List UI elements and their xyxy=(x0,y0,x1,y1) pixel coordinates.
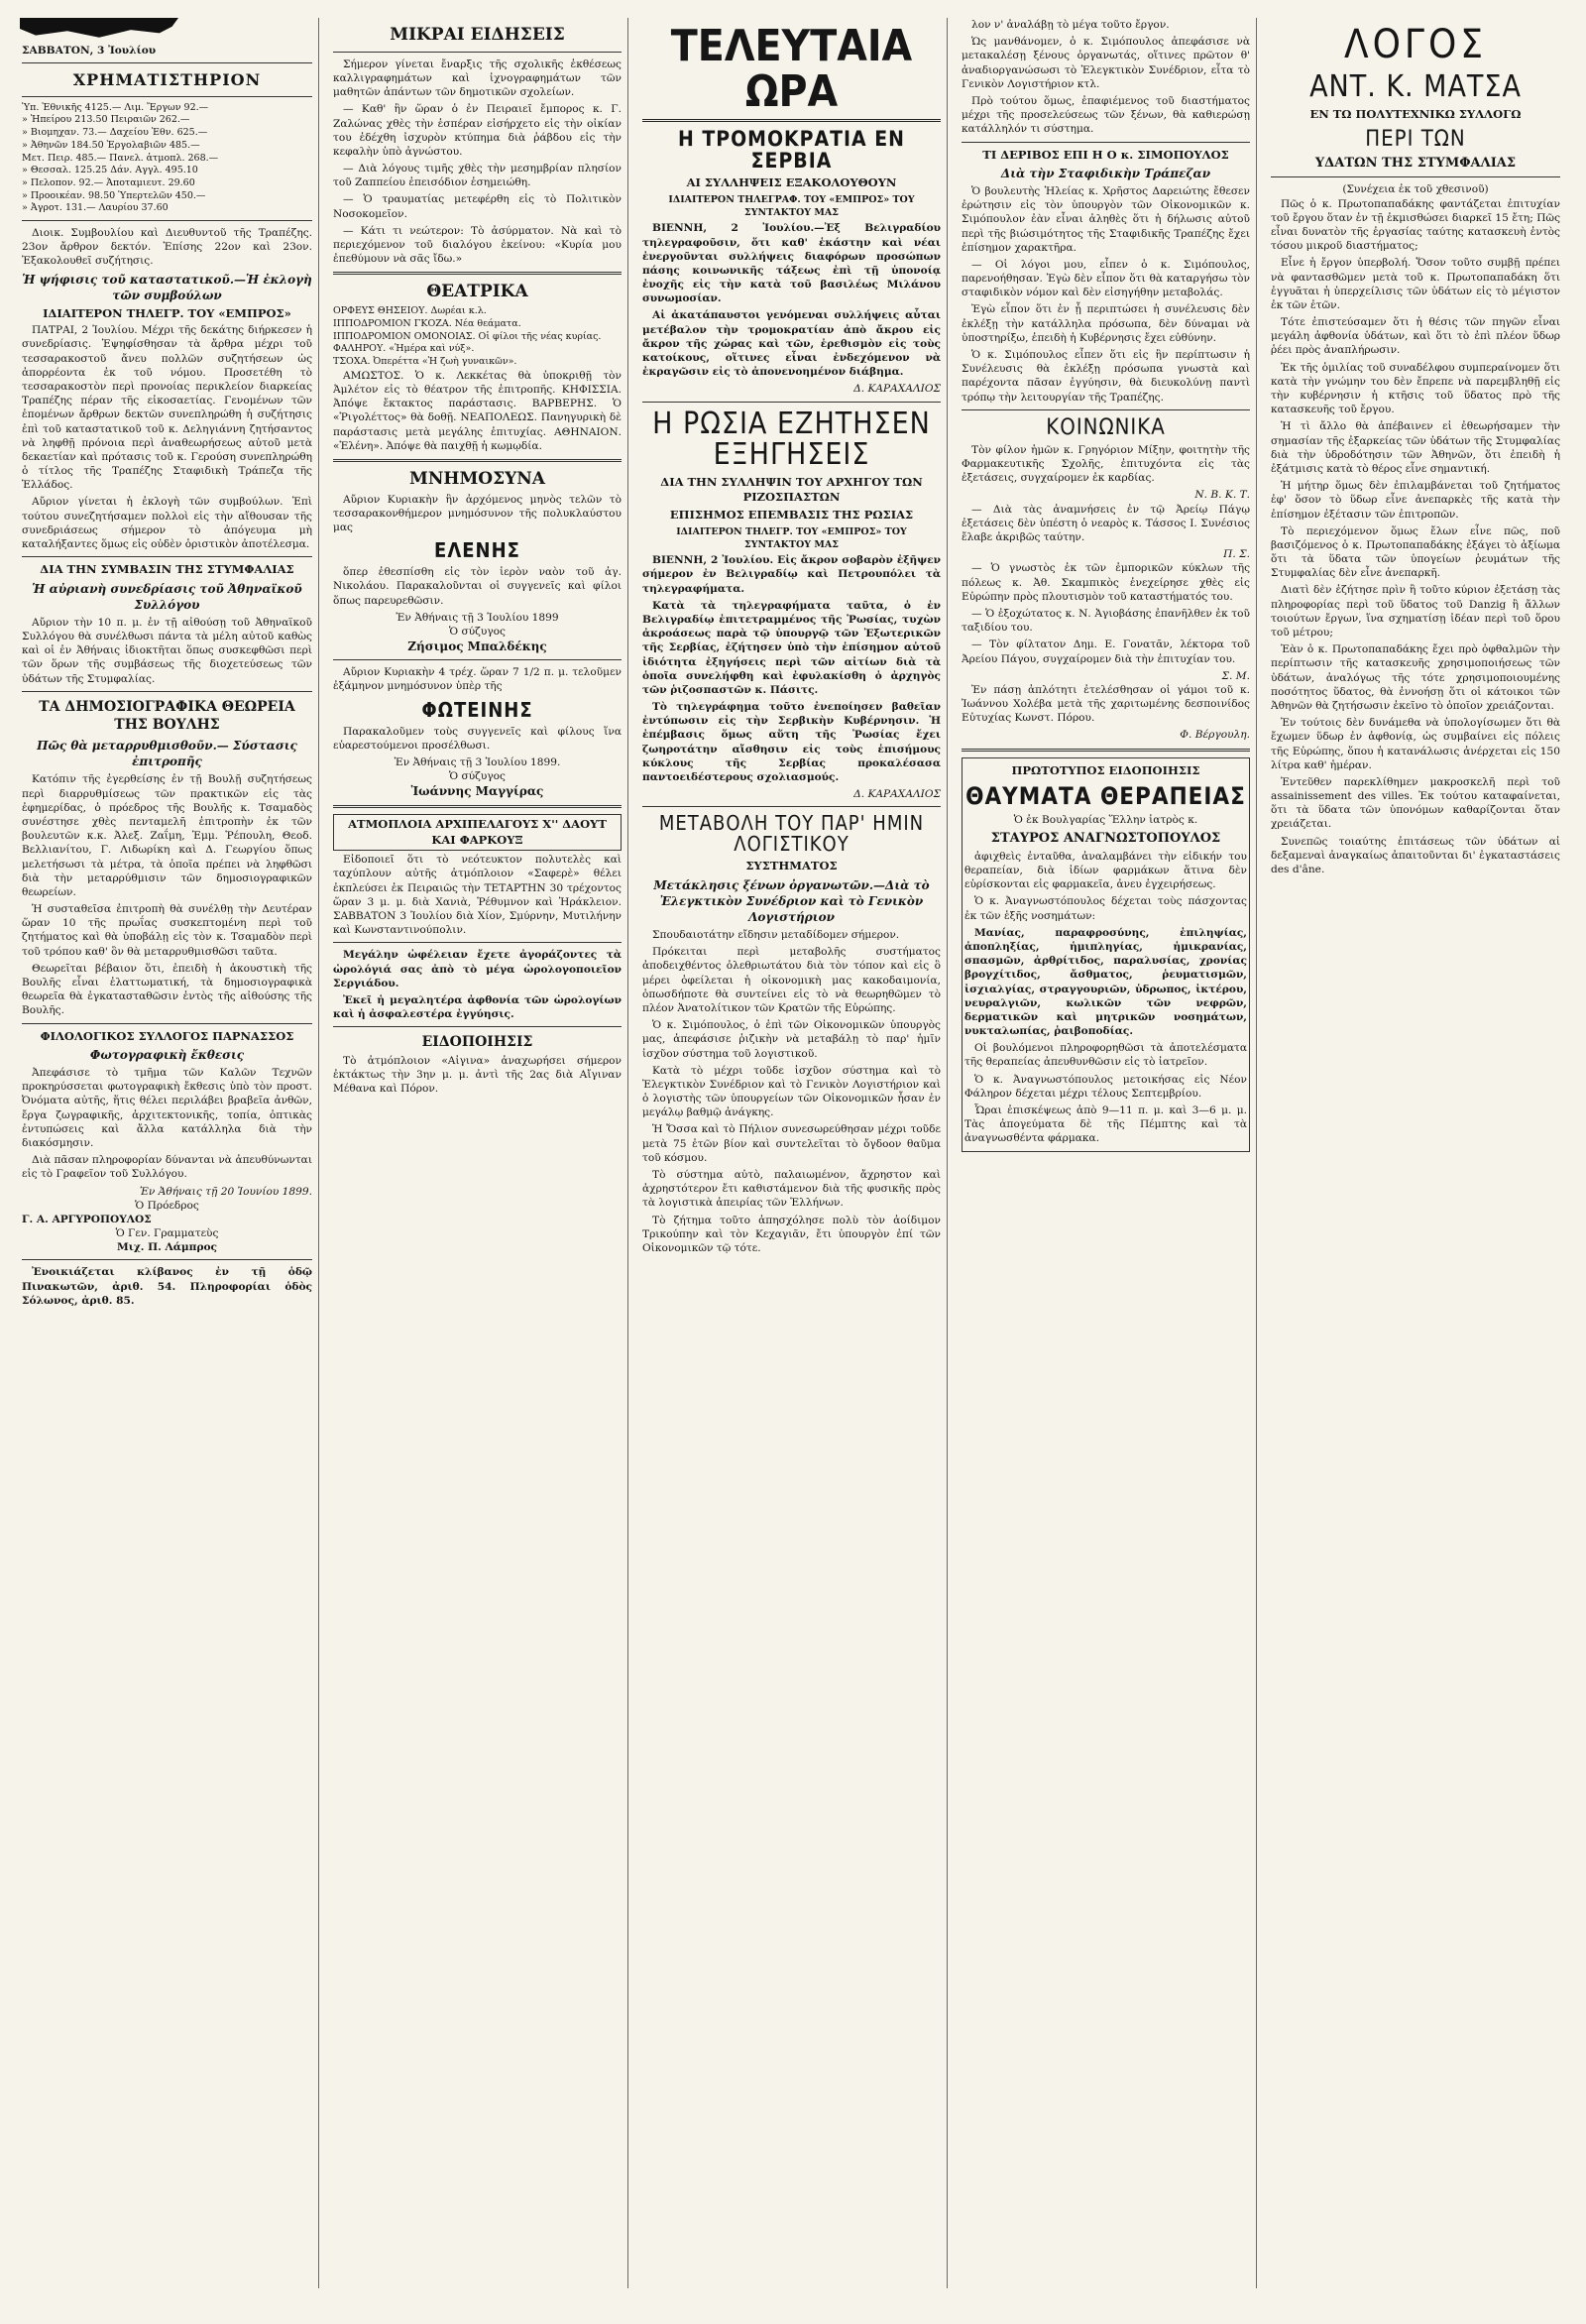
subheadline-raisin-bank: Διὰ τὴν Σταφιδικὴν Τράπεζαν xyxy=(1000,166,1211,180)
column-5 xyxy=(1269,18,1566,2288)
article-paragraph: Αὔριον τὴν 10 π. μ. ἐν τῇ αἰθούσῃ τοῦ Ἀθηναϊκοῦ Συλλόγου θὰ συνέλθωσι πάντα τὰ μέλη αὐτοῦ καθὼς καὶ οἱ ἐν Ἀθήναις ἰδιοκτῆται ὅπως συσκεφθῶσι περὶ τῶν ὅρων τῆς συμβάσεως τῆς διοχετεύσεως τῶν ὑδάτων τῆς Στυμφαλίας. xyxy=(22,616,312,685)
column-3 xyxy=(640,18,948,2288)
signature-date: Ἐν Ἀθήναις τῇ 20 Ἰουνίου 1899. xyxy=(139,1185,312,1198)
article-paragraph: Πρόκειται περὶ μεταβολῆς συστήματος ἀποδειχθέντος ὀλεθριωτάτου διὰ τὸν τόπον καὶ εἰς ὃ μέρει ὀφείλεται ἡ οἰκονομικὴ μας κακοδαιμονία, ὁπωσδήποτε θὰ συντείνει εἰς τὸ νὰ θεωρηθῶμεν τὸ πλέον Ἀνατολίτικον τῶν Κρατῶν τῆς Εὐρώπης. xyxy=(642,946,941,1014)
theatre-paragraph: ΑΜΩΣΤΟΣ. Ὁ κ. Λεκκέτας θὰ ὑποκριθῇ τὸν Ἀμλέτον εἰς τὸ θέατρον τῆς ἐπιτροπῆς. ΚΗΦΙΣΣΙΑ. Ἀπόψε ἔκτακτος παράστασις. ΒΑΡΒΕΡΗΣ. Ὁ «Ῥιγολέττος» θὰ δοθῇ. ΝΕΑΠΟΛΕΩΣ. Πανηγυρικὴ δὲ παράστασις μετὰ μεγάλης ἐπιτυχίας. ΑΘΗΝΑΙΟΝ. «Ἑλένη». Ἀπόψε θὰ παιχθῇ ἡ κωμῳδία. xyxy=(333,369,622,452)
social-initials: Π. Σ. xyxy=(1223,548,1250,561)
article-paragraph: Συνεπῶς τοιαύτης ἐπιτάσεως τῶν ὑδάτων αἱ δεξαμεναὶ ἀναγκαίως ἀπαιτοῦνται δι' ἐγκαταστάσεις des d'âne. xyxy=(1271,835,1560,876)
stock-line: » Ἀγροτ. 131.— Λαυρίου 37.60 xyxy=(22,202,169,214)
byline: Δ. ΚΑΡΑΧΑΛΙΟΣ xyxy=(853,788,941,801)
stock-notes: Διοικ. Συμβουλίου καὶ Διευθυντοῦ τῆς Τραπέζης. 23ον ἄρθρον δεκτόν. Ἐπίσης 22ον καὶ 23ον. Ἐξακολουθεῖ συζήτησις. xyxy=(22,227,312,268)
social-item: Τὸν φίλον ἡμῶν κ. Γρηγόριον Μίξην, φοιτητὴν τῆς Φαρμακευτικῆς Σχολῆς, ἐπιτυχόντα εἰς τὰς ἐξετάσεις, συγχαίρομεν ἐκ καρδίας. xyxy=(962,443,1250,485)
healing-ad xyxy=(962,757,1250,1152)
ad-paragraph: Ὁ κ. Ἀναγνωστόπουλος δέχεται τοὺς πάσχοντας ἐκ τῶν ἑξῆς νοσημάτων: xyxy=(964,895,1247,922)
subheadline-intervention: ΕΠΙΣΗΜΟΣ ΕΠΕΜΒΑΣΙΣ ΤΗΣ ΡΩΣΙΑΣ xyxy=(669,508,914,523)
article-paragraph: Ὡς μανθάνομεν, ὁ κ. Σιμόπουλος ἀπεφάσισε νὰ μετακαλέσῃ ξένους ὀργανωτάς, οἵτινες πρῶτον θ' ἀναδιοργανώσωσι τὸ Ἐλεγκτικὸν Συνέδριον, εἶτα τὸ Γενικὸν Λογιστήριον κτλ. xyxy=(962,36,1250,90)
article-paragraph: Ἀπεφάσισε τὸ τμῆμα τῶν Καλῶν Τεχνῶν προκηρύσσεται φωτογραφικὴ ἔκθεσις ὑπὸ τὸν προστ. Ὀνόματα αὐτῆς, ἥτις θέλει περιλάβει βραβεῖα ἀνθῶν, ἔργα ζωγραφικῆς, ἀρχιτεκτονικῆς, τοπία, ὀπτικὰς ἐντυπώσεις καὶ ἄλλα κατάλληλα διὰ τὴν διακόσμησιν. xyxy=(22,1067,312,1149)
social-item: — Ὁ ἐξοχώτατος κ. Ν. Ἀγιοβάσης ἐπανῆλθεν ἐκ τοῦ ταξιδίου του. xyxy=(962,607,1250,635)
speech-venue: ΕΝ ΤΩ ΠΟΛΥΤΕΧΝΙΚΩ ΣΥΛΛΟΓΩ xyxy=(1309,106,1522,121)
article-paragraph: — Οἱ λόγοι μου, εἶπεν ὁ κ. Σιμόπουλος, παρενοήθησαν. Ἐγὼ δὲν εἶπον ὅτι θὰ καταργήσω τὸν σταφιδικὸν νόμον καὶ δὲν εἰσηγήθην μεταβολάς. xyxy=(962,258,1250,299)
article-paragraph: Αἱ ἀκατάπαυστοι γενόμεναι συλλήψεις αὗται μετέβαλον τὴν τρομοκρατίαν ἀπὸ ἄκρου εἰς ἄκρον τῆς χώρας καὶ τῶν, ἐρεθισμὸν εἰς τοὺς κατοίκους, οἵτινες εἶναι ἐνδεχόμενον νὰ ἐκραγῶσιν εἰς τὸ ἀπονενοημένον διάβημα. xyxy=(642,309,941,379)
stock-table xyxy=(22,102,312,215)
article-paragraph: ΠΑΤΡΑΙ, 2 Ἰουλίου. Μέχρι τῆς δεκάτης διήρκεσεν ἡ συνεδρίασις. Ἐψηφίσθησαν τὰ ἄρθρα μέχρι τοῦ τεσσαρακοστοῦ ἄνευ πολλῶν συζητήσεων ὡς ἀπορρέοντα ἐκ τοῦ νόμου. Προσετέθη τὸ τεσσαρακοστὸν περὶ προνοίας περικλείον διαρκείας Τραπέζης πέραν τῆς εἰκοσαετίας. Γενομένων τῶν ἐπομένων ἄρθρων δεκτῶν συνεπληρώθη ἡ συζήτησις ἐπὶ τοῦ καταστατικοῦ τοῦ κ. Δεληγιάννη ζητήσαντος νὰ ληφθῇ πρόνοια περὶ ἀναθεωρήσεως αὐτοῦ μετὰ δεκαετίαν καὶ πρότασις τοῦ κ. Γερούση συνεπληρώθη ὁ τίτλος τῆς Τραπέζης Σταφιδικὴ Τράπεζα τῆς Ἑλλάδος. xyxy=(22,324,312,492)
ad-diseases: Μανίας, παραφροσύνης, ἐπιληψίας, ἀποπληξίας, ἡμιπληγίας, ἡμικρανίας, σπασμῶν, ἀρθρίτιδος, παραλυσίας, χρονίας βρογχίτιδος, ἄσθματος, ῥευματισμῶν, ἰσχιαλγίας, στραγγουριῶν, ὑδρωπος, ἰκτέρου, νευραλγιῶν, κωλικῶν τῶν νεφρῶν, δερματικῶν καὶ μητρικῶν νοσημάτων, νυκταλωπίας, ῥαιβοποδίας. xyxy=(964,926,1247,1038)
article-paragraph: Πῶς ὁ κ. Πρωτοπαπαδάκης φαντάζεται ἐπιτυχίαν τοῦ ἔργου ὅταν ἐν τῇ ἐκμισθώσει διαρκεῖ 15 ἔτη; Πῶς εἶναι δυνατὸν τῆς ἐργασίας ταύτης κατασκευὴ ἐντὸς τόσου μικροῦ διαστήματος; xyxy=(1271,197,1560,253)
classified-ad: Ἐνοικιάζεται κλίβανος ἐν τῇ ὁδῷ Πινακωτῶν, ἀριθ. 54. Πληροφορίαι ὁδὸς Σόλωνος, ἀριθ. 85. xyxy=(22,1266,312,1307)
theatre-line: ΟΡΦΕΥΣ ΘΗΣΕΙΟΥ. Δωρέαι κ.λ. xyxy=(333,305,487,317)
ad-paragraph: ἀφιχθεὶς ἐνταῦθα, ἀναλαμβάνει τὴν εἰδικήν του θεραπείαν, διὰ ἰδίων φαρμάκων ἅτινα δὲν εὑρίσκονται εἰς φαρμακεῖα, ἀνευ ἐγχειρήσεως. xyxy=(964,850,1247,891)
ad-paragraph: Ὧραι ἐπισκέψεως ἀπὸ 9—11 π. μ. καὶ 3—6 μ. μ. Τὰς ἀπογεύματα δὲ τῆς Πέμπτης καὶ τὰ ἀναγνωσθέντα φάρμακα. xyxy=(964,1104,1247,1145)
article-paragraph: Εἶνε ἡ ἔργον ὑπερβολή. Ὅσον τοῦτο συμβῇ πρέπει νὰ φαντασθῶμεν μετὰ τοῦ κ. Πρωτοπαπαδάκη ὅτι ἐγγυᾶται ἡ ὑπερχείλισις τῶν ὑδάτων εἰς τὸ μέγιστον ἐκ τῶν ἐτῶν. xyxy=(1271,257,1560,311)
article-paragraph: Αὔριον γίνεται ἡ ἐκλογὴ τῶν συμβούλων. Ἐπὶ τούτου συνεζητήσαμεν πολλοὶ εἰς τὴν αἴθουσαν τῆς συνεδριάσεως σήμερον τὸ ἀπόγευμα μὴ καταλήξαντες ὅμως εἰς οὐδὲν ὁριστικὸν ἀποτέλεσμα. xyxy=(22,496,312,551)
watch-ad-headline: Μεγάλην ὠφέλειαν ἔχετε ἀγοράζοντες τὰ ὡρολόγιά σας ἀπὸ τὸ μέγα ὡρολογοποιεῖον Σεργιάδου. xyxy=(333,949,622,989)
article-paragraph: Κατὰ τὸ μέχρι τοῦδε ἰσχῦον σύστημα καὶ τὸ Ἐλεγκτικὸν Συνέδριον καὶ τὸ Γενικὸν Λογιστήριον καὶ ὁ λογιστὴς τῶν ὑπουργείων τῶν Οἰκονομικῶν ἦσαν ἐν μεγάλῳ βαθμῷ ἀνάγκης. xyxy=(642,1064,941,1119)
steamship-paragraph: Εἰδοποιεῖ ὅτι τὸ νεότευκτον πολυτελὲς καὶ ταχύπλουν αὐτῆς ἀτμόπλοιον «Σαφερὲ» θέλει ἐκπλεύσει ἐκ Πειραιῶς τὴν ΤΕΤΑΡΤΗΝ 30 τρέχοντος ὥραν 3 μ. μ. διὰ Χανιὰ, Ῥέθυμνον καὶ Ἡράκλειον. ΣΑΒΒΑΤΟΝ 3 Ἰουλίου διὰ Χίον, Σμύρνην, Μυτιλήνην καὶ Κωνσταντινούπολιν. xyxy=(333,854,622,937)
stock-line: Μετ. Πειρ. 485.— Πανελ. ἀτμοπλ. 268.— xyxy=(22,152,219,164)
headline-simopoulos: ΤΙ ΔΕΡΙΒΟΣ ΕΠΙ Η Ο κ. ΣΙΜΟΠΟΥΛΟΣ xyxy=(982,147,1229,162)
stock-line: » Ἀθηνῶν 184.50 Ἐργολαβιῶν 485.— xyxy=(22,139,200,151)
byline: Δ. ΚΑΡΑΧΑΛΙΟΣ xyxy=(853,383,941,396)
headline-social: ΚΟΙΝΩΝΙΚΑ xyxy=(1046,414,1166,440)
article-paragraph: Τὸ ζήτημα τοῦτο ἀπησχόλησε πολὺ τὸν ἀοίδιμον Τρικούπην καὶ τὸν Κεχαγιᾶν, ἔτι ὑπουργὸν ἐπί τῶν Οἰκονομικῶν τῷ τότε. xyxy=(642,1214,941,1254)
memorial-text: Αὔριον Κυριακὴν ἣν ἀρχόμενος μηνὸς τελῶν τὸ τεσσαρακονθήμερον μνημόσυνον τῆς πολυκλαύστου μας xyxy=(333,493,622,534)
headline-short-news: ΜΙΚΡΑΙ ΕΙΔΗΣΕΙΣ xyxy=(390,25,565,45)
subheadline-committee: Πῶς θὰ μεταρρυθμισθοῦν.— Σύστασις ἐπιτροπῆς xyxy=(37,739,297,769)
article-paragraph: λον ν' ἀναλάβῃ τὸ μέγα τοῦτο ἔργον. xyxy=(971,19,1170,31)
memorial-date: Ἐν Ἀθήναις τῇ 3 Ἰουλίου 1899 xyxy=(396,611,559,624)
theatre-line: ΙΠΠΟΔΡΟΜΙΟΝ ΓΚΟΖΑ. Νέα θεάματα. xyxy=(333,317,521,329)
social-initials: Ν. Β. Κ. Τ. xyxy=(1194,489,1250,502)
article-paragraph: Τὸ τηλεγράφημα τοῦτο ἐνεποίησεν βαθεῖαν ἐντύπωσιν εἰς τὴν Σερβικὴν Κυβέρνησιν. Ἡ ἐπέμβασις ὅμως αὕτη τῆς Ῥωσίας ἔχει ζωηροτάτην αἴσθησιν εἰς τοὺς ἐπισήμους κύκλους τῆς Σερβίας προκαλέσασα παντοειδέστερους σχολιασμούς. xyxy=(642,701,941,784)
speech-topic-2: ΥΔΑΤΩΝ ΤΗΣ ΣΤΥΜΦΑΛΙΑΣ xyxy=(1314,156,1517,171)
news-item: Σήμερον γίνεται ἔναρξις τῆς σχολικῆς ἐκθέσεως καλλιγραφημάτων καὶ ἰχνογραφημάτων τῶν μαθητῶν ἁπάντων τῶν δημοτικῶν σχολείων. xyxy=(333,58,622,99)
continued-note: (Συνέχεια ἐκ τοῦ χθεσινοῦ) xyxy=(1342,183,1489,196)
social-item: Ἐν πάσῃ ἀπλότητι ἐτελέσθησαν οἱ γάμοι τοῦ κ. Ἰωάννου Χολέβα μετὰ τῆς χαριτωμένης δεσποινίδος Εὐτυχίας Κωνστ. Πόρου. xyxy=(962,683,1250,725)
theatre-line: ΙΠΠΟΔΡΟΜΙΟΝ ΟΜΟΝΟΙΑΣ. Οἱ φίλοι τῆς νέας κυρίας. xyxy=(333,330,602,342)
article-paragraph: ΒΙΕΝΝΗ, 2 Ἰουλίου. Εἰς ἄκρον σοβαρὸν ἐξῆψεν σήμερον ἐν Βελιγραδίῳ καὶ Πετρουπόλει τὰ τηλεγραφήματα. xyxy=(642,554,941,595)
notice-paragraph: Τὸ ἀτμόπλοιον «Αἰγινα» ἀναχωρήσει σήμερον ἐκτάκτως τὴν 3ην μ. μ. ἀντὶ τῆς 2ας διὰ Αἴγιναν Μέθανα καὶ Πόρον. xyxy=(333,1055,622,1096)
subheadline-arrest-leader: ΔΙΑ ΤΗΝ ΣΥΛΛΗΨΙΝ ΤΟΥ ΑΡΧΗΓΟΥ ΤΩΝ ΡΙΖΟΣΠΑΣΤΩΝ xyxy=(660,474,923,504)
article-paragraph: Ὁ βουλευτὴς Ἠλείας κ. Χρῆστος Δαρειώτης ἔθεσεν ἐρώτησιν εἰς τὸν ὑπουργὸν τῶν Οἰκονομικῶν κ. Σιμόπουλον ἐὰν εἶναι ἀληθὲς ὅτι ἡ δήλωσις αὐτοῦ περὶ τῆς βιώσιμότητος τῆς Σταφιδικῆς Τραπέζης ἔχει ἐπίσημον χαρακτῆρα. xyxy=(962,184,1250,254)
stock-line: » Θεσσαλ. 125.25 Δάν. Αγγλ. 495.10 xyxy=(22,165,198,176)
article-paragraph: Διὰ πᾶσαν πληροφορίαν δύνανται νὰ ἀπευθύνωνται εἰς τὸ Γραφεῖον τοῦ Συλλόγου. xyxy=(22,1154,312,1181)
article-paragraph: Ἐὰν ὁ κ. Πρωτοπαπαδάκης ἔχει πρὸ ὀφθαλμῶν τὴν περίπτωσιν τῆς κατασκευῆς χρησιμοποιήσεως τῶν ὑδάτων, ἀναλόγως τῆς τότε χρησιμοποιουμένης ποσότητος ὕδατος, θὰ ἐννοήσῃ ὅτι οἱ κάτοικοι τῶν Ἀθηνῶν θὰ ζητήσωσιν ἐκεῖνο τὸ ὁποῖον χρειάζονται. xyxy=(1271,643,1560,712)
subheadline-foreign-organizers: Μετάκλησις ξένων ὀργανωτῶν.—Διὰ τὸ Ἐλεγκτικὸν Συνέδριον καὶ τὸ Γενικὸν Λογιστήριον xyxy=(653,877,930,924)
signature-name: Γ. Α. ΑΡΓΥΡΟΠΟΥΛΟΣ xyxy=(22,1213,152,1225)
headline-serbia-terror: Η ΤΡΟΜΟΚΡΑΤΙΑ ΕΝ ΣΕΡΒΙΑ xyxy=(678,127,905,174)
news-item: — Διὰ λόγους τιμῆς χθὲς τὴν μεσημβρίαν πλησίον τοῦ Ζαππείου ἐπεισόδιον ἐσημειώθη. xyxy=(333,163,622,189)
telegram-label: ΙΔΙΑΙΤΕΡΟΝ ΤΗΛΕΓΡΑΦ. ΤΟΥ «ΕΜΠΡΟΣ» ΤΟΥ ΣΥΝΤΑΚΤΟΥ ΜΑΣ xyxy=(668,193,915,218)
article-paragraph: Τὸ σύστημα αὐτὸ, παλαιωμένον, ἄχρηστον καὶ ἀχρηστότερον ἔτι καθιστάμενον διὰ τῆς φυσικῆς πρὸς τὰ λογιστικὰ ἀπειρίας τῶν Ἑλλήνων. xyxy=(642,1169,941,1210)
article-paragraph: Ἡ τὶ ἄλλο θὰ ἀπέβαινεν εἰ ἐθεωρήσαμεν τὴν σημασίαν τῆς ἐξαρκείας τῶν ὑδάτων τῆς Στυμφαλίας διὰ τὴν ὑδροδότησιν τῶν Ἀθηνῶν, ὅτι ἐπειδὴ ἡ ἐξάτμισις κατὰ τὸ θέρος εἶνε σημαντική. xyxy=(1271,420,1560,475)
subheadline-photo-exhibition: Φωτογραφικὴ ἔκθεσις xyxy=(89,1047,245,1062)
stock-line: Ὑπ. Ἐθνικῆς 4125.— Λιμ. Ἔργων 92.— xyxy=(22,101,209,113)
memorial-role: Ὁ σύζυγος xyxy=(449,770,506,783)
subheadline-system: ΣΥΣΤΗΜΑΤΟΣ xyxy=(745,859,838,873)
article-paragraph: Κατὰ τὰ τηλεγραφήματα ταῦτα, ὁ ἐν Βελιγραδίῳ ἐπιτετραμμένος τῆς Ῥωσίας, τυχὼν ἀκροάσεως παρὰ τῷ ὑπουργῷ τῶν Ἐξωτερικῶν τῆς Σερβίας, ἐζήτησεν ὑπὸ τὴν ἐπίσημον αὐτοῦ ἰδιότητα ἐξηγήσεις περὶ τῶν αἰτίων διὰ τὰ ὁποῖα συνελήφθη καὶ ἐφυλακίσθη ὁ ἀρχηγὸς τῶν ῥιζοσπαστῶν κ. Πάσιτς. xyxy=(642,599,941,696)
article-paragraph: Ἐγὼ εἶπον ὅτι ἐν ᾗ περιπτώσει ἡ συνέλευσις δὲν ἐκλέξῃ τὴν κατάλληλα πρόσωπα, δὲν δύναμαι νὰ ὑποστηρίξω, ἐπειδὴ ἡ Κυβέρνησις ἔχει εὐθύνην. xyxy=(962,303,1250,344)
article-paragraph: Ἡ συσταθεῖσα ἐπιτροπὴ θὰ συνέλθῃ τὴν Δευτέραν ὥραν 10 τῆς πρωΐας συσκεπτομένη περὶ τοῦ ζητήματος καὶ θὰ ὑποβάλῃ εἰς τὸν κ. Τσαμαδὸν περὶ τοῦ τρόπου καθ' ὃν θὰ μεταρρυθμισθῶσι ταῦτα. xyxy=(22,903,312,958)
social-item: — Ὁ γνωστὸς ἐκ τῶν ἐμπορικῶν κύκλων τῆς πόλεως κ. Ἀθ. Σκαμπικὸς ἐνεχείρησε χθὲς εἰς Εὐρώπην πρὸς πλουτισμὸν τοῦ καταστήματός του. xyxy=(962,562,1250,603)
headline-stymfalia: ΔΙΑ ΤΗΝ ΣΥΜΒΑΣΙΝ ΤΗΣ ΣΤΥΜΦΑΛΙΑΣ xyxy=(40,562,294,577)
article-paragraph: Ἡ Ὄσσα καὶ τὸ Πήλιον συνεσωρεύθησαν μέχρι τοῦδε μετὰ 75 ἐτῶν βίον καὶ συντελεῖται τὸ ὄγδοον θαῦμα τοῦ κόσμου. xyxy=(642,1123,941,1164)
banner-last-hour: ΤΕΛΕΥΤΑΙΑ ΩΡΑ xyxy=(642,24,941,122)
newspaper-page xyxy=(20,18,1566,2288)
theatre-line: ΦΑΛΗΡΟΥ. «Ἡμέρα καὶ νύξ». xyxy=(333,343,475,355)
article-paragraph: Τὸ περιεχόμενον ὅμως ἔλων εἶνε πῶς, ποῦ βασιζόμενος ὁ κ. Πρωτοπαπαδάκης ἐξάγει τὸ ἀξίωμα ὅτι τὰ ὕδατα τῶν ὑπογείων ῥευμάτων τῆς Στυμφαλίας δὲν εἶνε ἀνεπαρκῆ. xyxy=(1271,524,1560,580)
watch-ad-text: Ἐκεῖ ἡ μεγαλητέρα ἀφθονία τῶν ὡρολογίων καὶ ἡ ἀσφαλεστέρα ἐγγύησις. xyxy=(333,993,622,1021)
column-2 xyxy=(331,18,628,2288)
article-paragraph: Διατὶ δὲν ἐζήτησε πρὶν ἢ τοῦτο κύριον ἐξετάσῃ τὰς πληροφορίας περὶ τοῦ ὕδατος τοῦ Danzig ἢ ἄλλων τοιούτων ἔργων, ἵνα σχηματίσῃ ἰδέαν περὶ τοῦ ὅρου τοῦ μέτρου; xyxy=(1271,584,1560,639)
ad-paragraph: Οἱ βουλόμενοι πληροφορηθῶσι τὰ ἀποτελέσματα τῆς θεραπείας ἀπευθυνθῶσιν εἰς τὸ ἰατρεῖον. xyxy=(964,1042,1247,1069)
speech-topic: ΠΕΡΙ ΤΩΝ xyxy=(1365,126,1466,152)
headline-theatre: ΘΕΑΤΡΙΚΑ xyxy=(426,282,528,302)
speaker-name: ΑΝΤ. Κ. ΜΑΤΣΑ xyxy=(1309,69,1522,104)
signature-name: Μιχ. Π. Λάμπρος xyxy=(116,1241,218,1254)
social-item: — Τὸν φίλτατον Δημ. Ε. Γονατᾶν, λέκτορα τοῦ Ἀρείου Πάγου, συγχαίρομεν διὰ τὴν ἐπιτυχίαν του. xyxy=(962,639,1250,665)
ad-paragraph: Ὁ κ. Ἀναγνωστόπουλος μετοικήσας εἰς Νέον Φάληρον δέχεται μέχρι τέλους Σεπτεμβρίου. xyxy=(964,1073,1247,1100)
social-initials: Σ. Μ. xyxy=(1221,669,1250,682)
ad-label: ΠΡΩΤΟΤΥΠΟΣ ΕΙΔΟΠΟΙΗΣΙΣ xyxy=(1011,762,1200,777)
memorial-signer: Ζήσιμος Μπαλδέκης xyxy=(407,639,547,654)
memorial-text: ὅπερ ἐθεσπίσθη εἰς τὸν ἱερὸν ναὸν τοῦ ἁγ. Νικολάου. Παρακαλοῦνται οἱ συγγενεῖς καὶ φίλοι ὅπως παρευρεθῶσιν. xyxy=(333,566,622,607)
article-paragraph: Σπουδαιοτάτην εἴδησιν μεταδίδομεν σήμερον. xyxy=(652,929,900,942)
article-paragraph: Ἡ μήτηρ ὅμως δὲν ἐπιλαμβάνεται τοῦ ζητήματος ἐφ' ὅσον τὸ ὕδωρ εἶνε ἀνεπαρκὲς τῆς κατὰ τὴν ἐπίσημον ἐξέτασιν τῶν ἐπιτροπῶν. xyxy=(1271,480,1560,521)
headline-accounting-change: ΜΕΤΑΒΟΛΗ ΤΟΥ ΠΑΡ' ΗΜΙΝ ΛΟΓΙΣΤΙΚΟΥ xyxy=(658,811,925,857)
signature-role: Ὁ Γεν. Γραμματεὺς xyxy=(115,1227,219,1240)
ad-sub: Ὁ ἐκ Βουλγαρίας Ἕλλην ἰατρὸς κ. xyxy=(1013,814,1198,827)
article-paragraph: Ὁ κ. Σιμόπουλος, ὁ ἐπὶ τῶν Οἰκονομικῶν ὑπουργὸς μας, ἀπεφάσισε ῥιζικὴν νὰ μεταβάλῃ τὸ παρ' ἡμῖν ἰσχῦον σύστημα τοῦ λογιστικοῦ. xyxy=(642,1019,941,1060)
memorial-text: Παρακαλοῦμεν τοὺς συγγενεῖς καὶ φίλους ἵνα εὐαρεστούμενοι προσέλθωσι. xyxy=(333,725,622,752)
article-paragraph: Κατόπιν τῆς ἐγερθείσης ἐν τῇ Βουλῇ συζητήσεως περὶ διαρρυθμίσεως τῶν πρακτικῶν εἰς τὰς ἐφημερίδας, ὁ πρόεδρος τῆς Βουλῆς κ. Τσαμαδὸς συνέστησε χθὲς πενταμελῆ ἐπιτροπὴν ἐκ τῶν βουλευτῶν κ.κ. Ἀλεξ. Ζαΐμη, Ἐμμ. Ῥέπουλη, Θεοδ. Βελλιανίτου, Γ. Λιδωρίκη καὶ Δ. Γεωργίου ὅπως μελετήσωσι τὰ μέτρα, τὰ ὁποῖα πρέπει νὰ ληφθῶσι διὰ τὴν μεταρρύθμισιν τῶν δημοσιογραφικῶν θεωρείων. xyxy=(22,773,312,898)
news-item: — Κάτι τι νεώτερον: Τὸ ἀσύρματον. Νὰ καὶ τὸ περιεχόμενον τοῦ διαλόγου ἐκείνου: «Κυρία μου ἐπεθύμουν νὰ σᾶς ἴδω.» xyxy=(333,224,622,266)
news-item: — Καθ' ἣν ὥραν ὁ ἐν Πειραιεῖ ἔμπορος κ. Γ. Ζαλώνας χθὲς τὴν ἑσπέραν εἰσήρχετο εἰς τὴν οἰκίαν του ἐδέχθη ἰσχυρὸν κτύπημα διὰ ῥάβδου εἰς τὴν κεφαλὴν ὑπὸ ἀγνώστου. xyxy=(333,103,622,158)
article-paragraph: Ὁ κ. Σιμόπουλος εἶπεν ὅτι εἰς ἣν περίπτωσιν ἡ Συνέλευσις θὰ ἐκλέξῃ πρόσωπα γνωστὰ καὶ παρέχοντα πᾶσαν ἐγγύησιν, θὰ διευκολύνῃ παντὶ τρόπῳ τὴν λειτουργίαν τῆς Τραπέζης. xyxy=(962,349,1250,404)
headline-speech: ΛΟΓΟΣ xyxy=(1343,22,1488,67)
telegram-label: ΙΔΙΑΙΤΕΡΟΝ ΤΗΛΕΓΡ. ΤΟΥ «ΕΜΠΡΟΣ» xyxy=(43,305,291,320)
memorial-signer: Ἰωάννης Μαγγίρας xyxy=(410,784,544,799)
article-paragraph: Τότε ἐπιστεύσαμεν ὅτι ἡ θέσις τῶν πηγῶν εἶναι μεγάλη ἀφθονία ὑδάτων, καὶ ὅτι τὸ ἐπὶ πλέον ὕδωρ ῥέει πρὸς ἀναπλήρωσιν. xyxy=(1271,316,1560,357)
news-item: — Ὁ τραυματίας μετεφέρθη εἰς τὸ Πολιτικὸν Νοσοκομεῖον. xyxy=(333,193,622,220)
article-paragraph: Ἐν τούτοις δὲν δυνάμεθα νὰ ὑπολογίσωμεν ὅτι θὰ ἔχωμεν ὕδωρ ἐν ἀφθονίᾳ, ὡς συμβαίνει εἰς πόλεις τῆς Εὐρώπης, ὅπου ἡ κατανάλωσις ἀνέρχεται εἰς 150 λίτρα καθ' ἡμέραν. xyxy=(1271,717,1560,771)
stock-exchange-title: ΧΡΗΜΑΤΙΣΤΗΡΙΟΝ xyxy=(72,70,262,90)
column-4 xyxy=(960,18,1257,2288)
headline-statute-vote: Ἡ ψήφισις τοῦ καταστατικοῦ.—Ἡ ἐκλογὴ τῶν συμβούλων xyxy=(22,272,312,302)
theatre-listing xyxy=(333,305,622,369)
subheadline-arrests: ΑΙ ΣΥΛΛΗΨΕΙΣ ΕΞΑΚΟΛΟΥΘΟΥΝ xyxy=(686,175,897,190)
headline-press-gallery: ΤΑ ΔΗΜΟΣΙΟΓΡΑΦΙΚΑ ΘΕΩΡΕΙΑ ΤΗΣ ΒΟΥΛΗΣ xyxy=(39,698,295,734)
article-paragraph: Ἐκ τῆς ὁμιλίας τοῦ συναδέλφου συμπεραίνομεν ὅτι κατὰ τὴν γνώμην του δὲν ἔπρεπε νὰ παρεμβληθῇ εἰς τὴν κυβέρνησιν ἡ κτῆσις τοῦ ὕδατος πρὸ τῆς κατασκευῆς τοῦ ἔργου. xyxy=(1271,361,1560,416)
stock-line: » Προοικέαν. 98.50 Ὑπερτελῶν 450.— xyxy=(22,189,206,201)
signature-role: Ὁ Πρόεδρος xyxy=(135,1199,199,1212)
stock-line: » Ἠπείρου 213.50 Πειραιῶν 262.— xyxy=(22,114,190,126)
headline-notice: ΕΙΔΟΠΟΙΗΣΙΣ xyxy=(421,1034,533,1051)
stock-line: » Βιομηχαν. 73.— Δαχείου Ἐθν. 625.— xyxy=(22,127,208,139)
subheadline-athens-club: Ἡ αὐριανὴ συνεδρίασις τοῦ Ἀθηναϊκοῦ Συλλόγου xyxy=(32,581,302,612)
article-paragraph: Πρὸ τούτου ὅμως, ἐπαφιέμενος τοῦ διαστήματος μέχρι τῆς προσελεύσεως τῶν ξένων, θὰ καθιερώσῃ κατάλληλόν τι σύστημα. xyxy=(962,94,1250,136)
social-item: — Διὰ τὰς ἀναμνήσεις ἐν τῷ Ἀρείῳ Πάγῳ ἐξετάσεις δὲν ὑπέστη ὁ νεαρὸς κ. Τάσσος Ι. Συνέσιος ἔλαβε ἀκριβῶς ταύτην. xyxy=(962,503,1250,544)
headline-parnassos: ΦΙΛΟΛΟΓΙΚΟΣ ΣΥΛΛΟΓΟΣ ΠΑΡΝΑΣΣΟΣ xyxy=(40,1028,294,1043)
theatre-line: ΤΣΟΧΑ. Ὀπερέττα «Ἡ ζωὴ γυναικῶν». xyxy=(333,356,517,368)
memorial-name: ΕΛΕΝΗΣ xyxy=(434,538,520,563)
article-paragraph: Ἐντεῦθεν παρεκλίθημεν μακροσκελῆ περὶ τοῦ assainissement des villes. Ἐκ τούτου καταφαίνεται, ὅτι τὰ ὕδατα τῶν ὑπονόμων καθαρίζονται ὅταν χρειάζεται. xyxy=(1271,775,1560,831)
date-line: ΣΑΒΒΑΤΟΝ, 3 Ἰουλίου xyxy=(22,45,157,57)
memorial-text: Αὔριον Κυριακὴν 4 τρέχ. ὥραν 7 1/2 π. μ. τελοῦμεν ἐξάμηνον μνημόσυνον ὑπὲρ τῆς xyxy=(333,666,622,693)
stock-line: » Πελοπον. 92.— Ἀποταμιευτ. 29.60 xyxy=(22,176,195,188)
article-paragraph: ΒΙΕΝΝΗ, 2 Ἰουλίου.—Ἐξ Βελιγραδίου τηλεγραφοῦσιν, ὅτι καθ' ἑκάστην καὶ νέαι ἐνεργοῦνται συλλήψεις διαφόρων προσώπων πάσης κοινωνικῆς τάξεως ἐπὶ τῇ ὑπονοίᾳ ἐνοχῆς εἰς τὴν κατὰ τοῦ βασιλέως Μιλάνου συνωμοσίαν. xyxy=(642,222,941,305)
ad-headline: ΘΑΥΜΑΤΑ ΘΕΡΑΠΕΙΑΣ xyxy=(965,782,1246,811)
ad-doctor-name: ΣΤΑΥΡΟΣ ΑΝΑΓΝΩΣΤΟΠΟΥΛΟΣ xyxy=(990,831,1221,847)
social-initials: Φ. Βέργουλη. xyxy=(1180,729,1250,742)
memorial-role: Ὁ σύζυγος xyxy=(449,625,506,638)
memorial-name: ΦΩΤΕΙΝΗΣ xyxy=(421,697,533,722)
headline-memorials: ΜΝΗΜΟΣΥΝΑ xyxy=(409,468,545,489)
memorial-date: Ἐν Ἀθήναις τῇ 3 Ἰουλίου 1899. xyxy=(394,755,561,768)
telegram-label: ΙΔΙΑΙΤΕΡΟΝ ΤΗΛΕΓΡ. ΤΟΥ «ΕΜΠΡΟΣ» ΤΟΥ ΣΥΝΤΑΚΤΟΥ ΜΑΣ xyxy=(676,525,907,550)
article-paragraph: Θεωρεῖται βέβαιον ὅτι, ἐπειδὴ ἡ ἀκουστικὴ τῆς Βουλῆς εἶναι ἐλαττωματική, τὰ δημοσιογραφικὰ θεωρεῖα θὰ ἐγκατασταθῶσιν ἐντὸς τῆς αἰθούσης τῆς Βουλῆς. xyxy=(22,962,312,1017)
headline-steamship: ΑΤΜΟΠΛΟΙΑ ΑΡΧΙΠΕΛΑΓΟΥΣ Χ'' ΔΑΟΥΤ ΚΑΙ ΦΑΡΚΟΥΞ xyxy=(333,814,622,851)
headline-russia: Η ΡΩΣΙΑ ΕΖΗΤΗΣΕΝ ΕΞΗΓΗΣΕΙΣ xyxy=(652,406,931,473)
column-1 xyxy=(20,18,319,2288)
